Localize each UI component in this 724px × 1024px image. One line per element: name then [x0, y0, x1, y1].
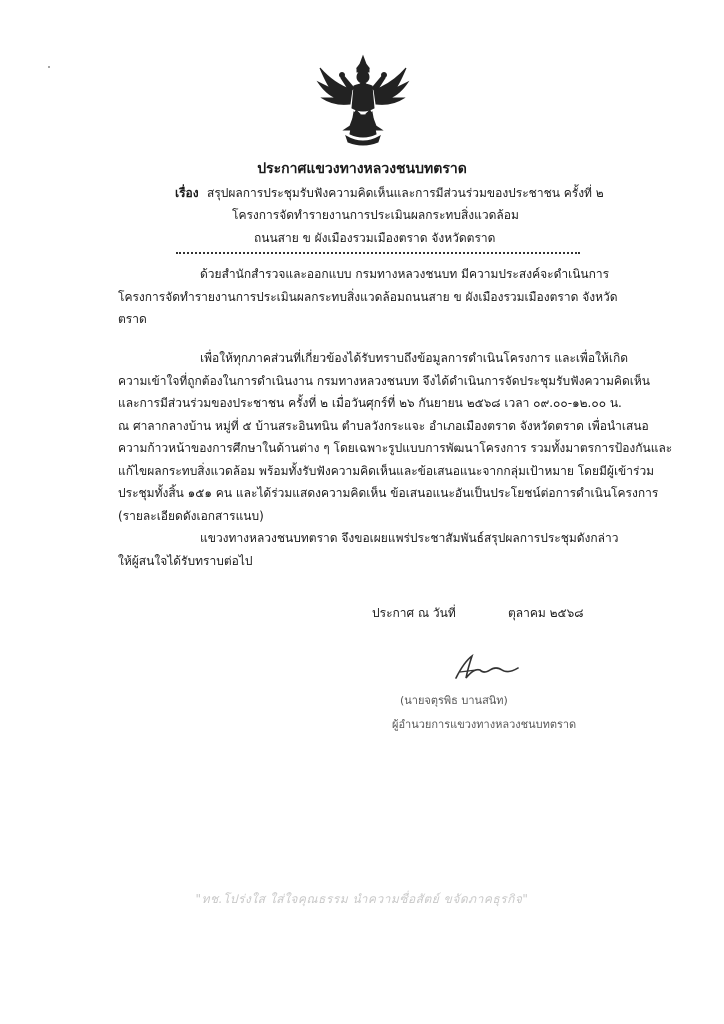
subject-line: โครงการจัดทำรายงานการประเมินผลกระทบสิ่งแวดล้อม [232, 208, 519, 222]
garuda-emblem-icon [316, 54, 410, 146]
signatory-position: ผู้อำนวยการแขวงทางหลวงชนบทตราด [392, 718, 577, 731]
paragraph-line: (รายละเอียดดังเอกสารแนบ) [118, 508, 264, 523]
signature-icon [452, 652, 524, 684]
paragraph-line: ประชุมทั้งสิ้น ๑๕๑ คน และได้ร่วมแสดงความคิดเห็น ข้อเสนอแนะอันเป็นประโยชน์ต่อการดำเนินโครงการ [118, 486, 659, 500]
subject-label: เรื่อง [175, 186, 199, 200]
paragraph-line: แก้ไขผลกระทบสิ่งแวดล้อม พร้อมทั้งรับฟังความคิดเห็นและข้อเสนอแนะจากกลุ่มเป้าหมาย โดยมีผู้เข้าร่วม [118, 463, 655, 478]
paragraph-line: ด้วยสำนักสำรวจและออกแบบ กรมทางหลวงชนบท มีความประสงค์จะดำเนินการ [200, 267, 610, 281]
body-paragraph-2 [118, 347, 673, 527]
paragraph-line: ความก้าวหน้าของการศึกษาในด้านต่าง ๆ โดยเฉพาะรูปแบบการพัฒนาโครงการ รวมทั้งมาตรการป้องกันและ [118, 441, 673, 455]
announced-month-year: ตุลาคม ๒๕๖๘ [508, 606, 584, 620]
paragraph-line: เพื่อให้ทุกภาคส่วนที่เกี่ยวข้องได้รับทราบถึงข้อมูลการดำเนินโครงการ และเพื่อให้เกิด [200, 351, 629, 365]
paragraph-line: ให้ผู้สนใจได้รับทราบต่อไป [118, 553, 253, 568]
paragraph-line: โครงการจัดทำรายงานการประเมินผลกระทบสิ่งแวดล้อมถนนสาย ข ผังเมืองรวมเมืองตราด จังหวัด [118, 289, 618, 304]
subject-line: ถนนสาย ข ผังเมืองรวมเมืองตราด จังหวัดตราด [254, 231, 496, 245]
paragraph-line: และการมีส่วนร่วมของประชาชน ครั้งที่ ๒ เมื่อวันศุกร์ที่ ๒๖ กันยายน ๒๕๖๘ เวลา ๐๙.๐๐-๑๒.๐๐ น. [118, 396, 622, 410]
paragraph-line: ตราด [118, 312, 147, 326]
footer-slogan: "ทช.โปร่งใส ใส่ใจคุณธรรม นำความซื่อสัตย์ ขจัดภาคธุรกิจ" [195, 892, 529, 906]
paragraph-line: ความเข้าใจที่ถูกต้องในการดำเนินงาน กรมทางหลวงชนบท จึงได้ดำเนินการจัดประชุมรับฟังความคิดเห็น [118, 373, 650, 388]
announcement-title: ประกาศแขวงทางหลวงชนบทตราด [257, 161, 467, 177]
subject-line: สรุปผลการประชุมรับฟังความคิดเห็นและการมีส่วนร่วมของประชาชน ครั้งที่ ๒ [207, 186, 604, 200]
paragraph-line: แขวงทางหลวงชนบทตราด จึงขอเผยแพร่ประชาสัมพันธ์สรุปผลการประชุมดังกล่าว [200, 531, 619, 545]
scan-mark [48, 66, 50, 68]
announced-label: ประกาศ ณ วันที่ [372, 606, 456, 620]
signatory-name: (นายจตุรพิธ บานสนิท) [400, 694, 508, 707]
dotted-divider [176, 252, 580, 254]
paragraph-line: ณ ศาลากลางบ้าน หมู่ที่ ๕ บ้านสระอินทนิน ตำบลวังกระแจะ อำเภอเมืองตราด จังหวัดตราด เพื่อนำเสนอ [118, 418, 649, 433]
body-paragraph-3 [118, 527, 618, 572]
body-paragraph-1 [118, 263, 618, 331]
